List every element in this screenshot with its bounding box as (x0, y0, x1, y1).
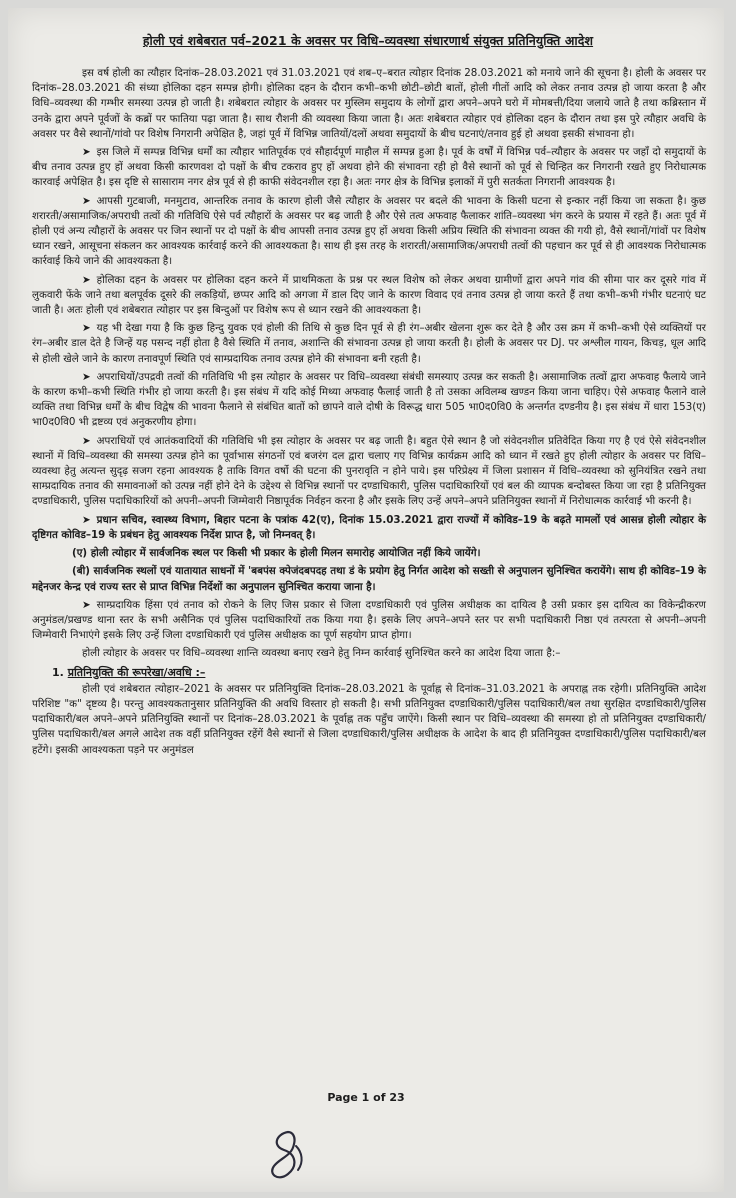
section-heading: 1. प्रतिनियुक्ति की रूपरेखा/अवधि :– (52, 665, 206, 679)
paragraph: होली त्योहार के अवसर पर विधि–व्यवस्था शान्ति व्यवस्था बनाए रखने हेतु निम्न कार्रवाई सुनिश्चित करने का आदेश दिया जाता है:– (82, 647, 561, 660)
paragraph: ➤ अपराधियों/उपद्रवी तत्वों की गतिविधि भी इस त्योहार के अवसर पर विधि–व्यवस्था संबंधी समस्याए उत्पन्न कर सकती है। असामाजिक तत्वों द्वारा अफवाह फैलाये जाने के कारण कभी–कभी स्थिति गंभीर हो जाया करती है। इस संबंध में यदि कोई मिथ्या अफवाह फैलाई जाती है तो उसका अविलम्ब खण्डन किया जाना चाहिए। ऐसे अफवाह फैलाने वाले व्यक्ति तथा विभिन्न धर्मों के बीच विद्वेष की भावना फैलाने से संबंधित बातों को छापने वाले दोषी के विरूद्ध धारा 505 भा0द0वि0 के अन्तर्गत दण्डनीय है। इस संबंध में धारा 153(ए) भा0द0वि0 भी द्रष्टव्य एवं अनुकरणीय होगा। (32, 370, 706, 429)
arrow-bullet-icon: ➤ (82, 146, 91, 159)
signature-icon (258, 1126, 318, 1186)
paragraph: ➤ आपसी गुटबाजी, मनमुटाव, आन्तरिक तनाव के कारण होली जैसे त्यौहार के अवसर पर बदले की भावना के किसी घटना से इन्कार नहीं किया जा सकता है। कुछ शरारती/असामाजिक/अपराधी तत्वों की गतिविधि ऐसे पर्व त्यौहारों के अवसर पर बढ़ जाती है और ऐसे तत्व अफवाह फैलाकर शांति–व्यवस्था भंग करने के प्रयास में रहते हैं। अतः पूर्व में होली एवं अन्य त्यौहारों के अवसर पर जिन स्थानों पर दो पक्षों के बीच आपसी तनाव उत्पन्न हुए हों अथवा किसी अप्रिय स्थिति की संभावना व्यक्त की गयी हो, वैसे स्थानों/गांवों पर विशेष ध्यान रखने, आसूचना संकलन कर आवश्यक कार्रवाई करने की आवश्यकता है। साथ ही इस तरह के शरारती/असामाजिक/अपराधी तत्वों की पहचान कर पूर्व से ही आवश्यक निरोधात्मक कार्रवाई किये जाने की आवश्यकता है। (32, 194, 706, 268)
paragraph: ➤ होलिका दहन के अवसर पर होलिका दहन करने में प्राथमिकता के प्रश्न पर स्थल विशेष को लेकर अथवा ग्रामीणों द्वारा अपने गांव की सीमा पार कर दूसरे गांव में लुकवारी फेंके जाने तथा बलपूर्वक दूसरे की लकड़ियों, छप्पर आदि को अगजा में डाल दिए जाने के कारण विवाद एवं तनाव उत्पन्न हो जाया करते हैं तथा कभी–कभी गंभीर घटनाएं घट जाती है। अतः होली एवं शबेबरात त्योहार पर इस बिन्दुओं पर विशेष रूप से ध्यान रखने की आवश्यकता है। (32, 273, 706, 317)
paragraph: इस वर्ष होली का त्यौहार दिनांक–28.03.2021 एवं 31.03.2021 एवं शब–ए–बरात त्योहार दिनांक 28.03.2021 को मनाये जाने की सूचना है। होली के अवसर पर दिनांक–28.03.2021 की संध्या होलिका दहन सम्पन्न होगी। होलिका दहन के दौरान कभी–कभी छोटी–छोटी बातों, होली गीतों आदि को लेकर तनाव उत्पन्न हो जाया करता है और विधि–व्यवस्था की गम्भीर समस्या उत्पन्न हो जाती है। शबेबरात त्योहार के अवसर पर मुस्लिम समुदाय के लोगों द्वारा अपने–अपने घरो में मोमबत्ती/दिया जलाये जाते है तथा कब्रिस्तान में उनके द्वारा अपने पूर्वजों के कब्रों पर फातिया पढ़ा जाता है। साथ रौशनी की व्यवस्था किया जाता है। अतः शबेबरात त्योहार एवं होलिका दहन के दौरान तथा इस पुरे त्यौहार अवधि के अवसर पर वैसे स्थानों/गांवो पर विशेष निगरानी अपेक्षित है, जहां पूर्व में विभिन्न जातियों/दलों अथवा समुदायों के बीच घटनाएं/तनाव हुई हो अथवा इसकी संभावना हो। (32, 67, 706, 140)
paragraph: होली एवं शबेबरात त्योहार–2021 के अवसर पर प्रतिनियुक्ति दिनांक–28.03.2021 के पूर्वाह्न से दिनांक–31.03.2021 के अपराह्न तक रहेगी। प्रतिनियुक्ति आदेश परिशिष्ट "क" दृष्टव्य है। परन्तु आवश्यकतानुसार प्रतिनियुक्ति की अवधि विस्तार हो सकती है। सभी प्रतिनियुक्त दण्डाधिकारी/पुलिस पदाधिकारी/बल तथा सुरक्षित दण्डाधिकारी/पुलिस पदाधिकारी/बल अपने–अपने प्रतिनियुक्ति स्थानों पर दिनांक–28.03.2021 के पूर्वाह्न तक पहुँच जाऐंगे। किसी स्थान पर विधि–व्यवस्था की समस्या हो तो प्रतिनियुक्त दण्डाधिकारी/पुलिस पदाधिकारी/बल अगले आदेश तक वहीं प्रतिनियुक्त रहेंगें वैसे स्थानों से जिला दण्डाधिकारी/पुलिस अधीक्षक के आदेश के बाद ही प्रतिनियुक्त दण्डाधिकारी/पुलिस पदाधिकारी/बल हटेंगे। इसकी आवश्यकता पड़ने पर अनुमंडल (32, 682, 706, 756)
paragraph: ➤ अपराधियों एवं आतंकवादियों की गतिविधि भी इस त्योहार के अवसर पर बढ़ जाती है। बहुत ऐसे स्थान है जो संवेदनशील प्रतिवेदित किया गए है एवं ऐसे संवेदनशील स्थानों में विधि–व्यवस्था की समस्या उत्पन्न होने का पूर्वाभास संगठनों एवं बजरंग दल द्वारा चलाए गए विभिन्न कार्यक्रम आदि को ध्यान में रखते हुए होली त्योहार के अवसर पर विधि–व्यवस्था हेतु अत्यन्त सुदृढ़ सजग रहना आवश्यक है ताकि विगत वर्षो की घटना की पुनरावृति न होने पाये। इस परिप्रेक्ष्य में जिला प्रशासन में विधि–व्यवस्था को सुनियंत्रित रखने तथा साम्प्रदायिक तनाव की समावनाओं को उत्पन्न नहीं होने देने के उद्देश्य से विभिन्न स्थानों पर दण्डाधिकारी, पुलिस पदाधिकारियों एवं बल की व्यापक बन्दोबस्त किया जा रहा है प्रतिनियुक्त दण्डाधिकारी, पुलिस पदाधिकारियों को अपनी–अपनी जिम्मेवारी निष्ठापूर्वक निर्वहन करना है और इसके लिए उन्हें अपने–अपने प्रतिनियुक्त स्थानों में निरोधात्मक कार्रवाई भी करनी है। (32, 434, 706, 508)
paragraph: ➤ यह भी देखा गया है कि कुछ हिन्दु युवक एवं होली की तिथि से कुछ दिन पूर्व से ही रंग–अबीर खेलना शुरू कर देते है और उस क्रम में कभी–कभी ऐसे व्यक्तियों पर रंग–अबीर डाल देते है जिन्हें यह पसन्द नहीं होता है वैसे स्थिति में तनाव, अशान्ति की संभावना उत्पन्न हो जाया करती है। होली के अवसर पर DJ. पर अश्लील गायन, किचड़, धूल आदि से होली खेले जाने के कारण तनावपूर्ण स्थिति एवं साम्प्रदायिक तनाव उत्पन्न होने की संभावना बनी रहती है। (32, 322, 706, 365)
arrow-bullet-icon: ➤ (82, 322, 91, 335)
document-body (32, 66, 706, 761)
arrow-bullet-icon: ➤ (82, 434, 91, 447)
arrow-bullet-icon: ➤ (82, 370, 91, 383)
paragraph: ➤ इस जिले में सम्पन्न विभिन्न धर्मों का त्यौहार भातिपूर्वक एवं सौहार्दपूर्ण माहौल में सम्पन्न हुआ है। पूर्व के वर्षों में विभिन्न पर्व–त्यौहार के अवसर पर जहाँ दो समुदायों के बीच तनाव उत्पन्न हुए हों अथवा किसी कारणवश दो पक्षों के बीच टकराव हुए हों अथवा होने की संभावना रही हो वैसे स्थानों को पूर्व से चिन्हित कर निगरानी रखते हुए निरोधात्मक कारवाई अपेक्षित है। इस दृष्टि से सासाराम नगर क्षेत्र पूर्व से ही काफी संवेदनशील रहा है। अतः नगर क्षेत्र के विभिन्न इलाकों में पुरी सतर्कता निगरानी आवश्यक है। (32, 146, 706, 189)
document-title: होली एवं शबेबरात पर्व–2021 के अवसर पर विधि–व्यवस्था संधारणार्थ संयुक्त प्रतिनियुक्ति आदेश (142, 33, 594, 48)
arrow-bullet-icon: ➤ (82, 194, 91, 207)
arrow-bullet-icon: ➤ (82, 598, 91, 611)
covid-point: (बी) सार्वजनिक स्थलों एवं यातायात साधनों में 'बबपंस क्पेजंदबपदह तथा डं के प्रयोग हेतु निर्गत आदेश को सख्ती से अनुपालन सुनिश्चित करायेंगे। साथ ही कोविड–19 के मद्देनजर केन्द्र एवं राज्य स्तर से प्राप्त विभिन्न निर्देशों का अनुपालन सुनिश्चित कराया जाना है। (32, 565, 706, 593)
arrow-bullet-icon: ➤ (82, 513, 91, 526)
paragraph: ➤ साम्प्रदायिक हिंसा एवं तनाव को रोकने के लिए जिस प्रकार से जिला दण्डाधिकारी एवं पुलिस अधीक्षक का दायित्व है उसी प्रकार इस दायित्व का विकेन्द्रीकरण अनुमंडल/प्रखण्ड थाना स्तर के सभी असैनिक एवं पुलिस पदाधिकारियों तक किया गया है। इसके लिए अपने–अपने स्तर पर सभी पदाधिकारी निष्ठा एवं तत्परता से अपनी–अपनी जिम्मेवारी निभाएंगे इसके लिए उन्हें जिला दण्डाधिकारी एवं पुलिस अधीक्षक का पूर्ण सहयोग प्राप्त होगा। (32, 598, 706, 642)
arrow-bullet-icon: ➤ (82, 273, 91, 286)
page-number: Page 1 of 23 (327, 1091, 405, 1104)
document-page (8, 8, 724, 1192)
covid-point: (ए) होली त्योहार में सार्वजनिक स्थल पर किसी भी प्रकार के होली मिलन समारोह आयोजित नहीं किये जायेंगे। (72, 547, 481, 560)
covid-paragraph: ➤ प्रधान सचिव, स्वास्थ्य विभाग, बिहार पटना के पत्रांक 42(ए), दिनांक 15.03.2021 द्वारा राज्यों में कोविड–19 के बढ़ते मामलों एवं आसन्न होली त्योहार के दृष्टिगत कोविड–19 के प्रबंधन हेतु आवश्यक निर्देश प्राप्त है, जो निम्नवत् है। (32, 513, 706, 541)
